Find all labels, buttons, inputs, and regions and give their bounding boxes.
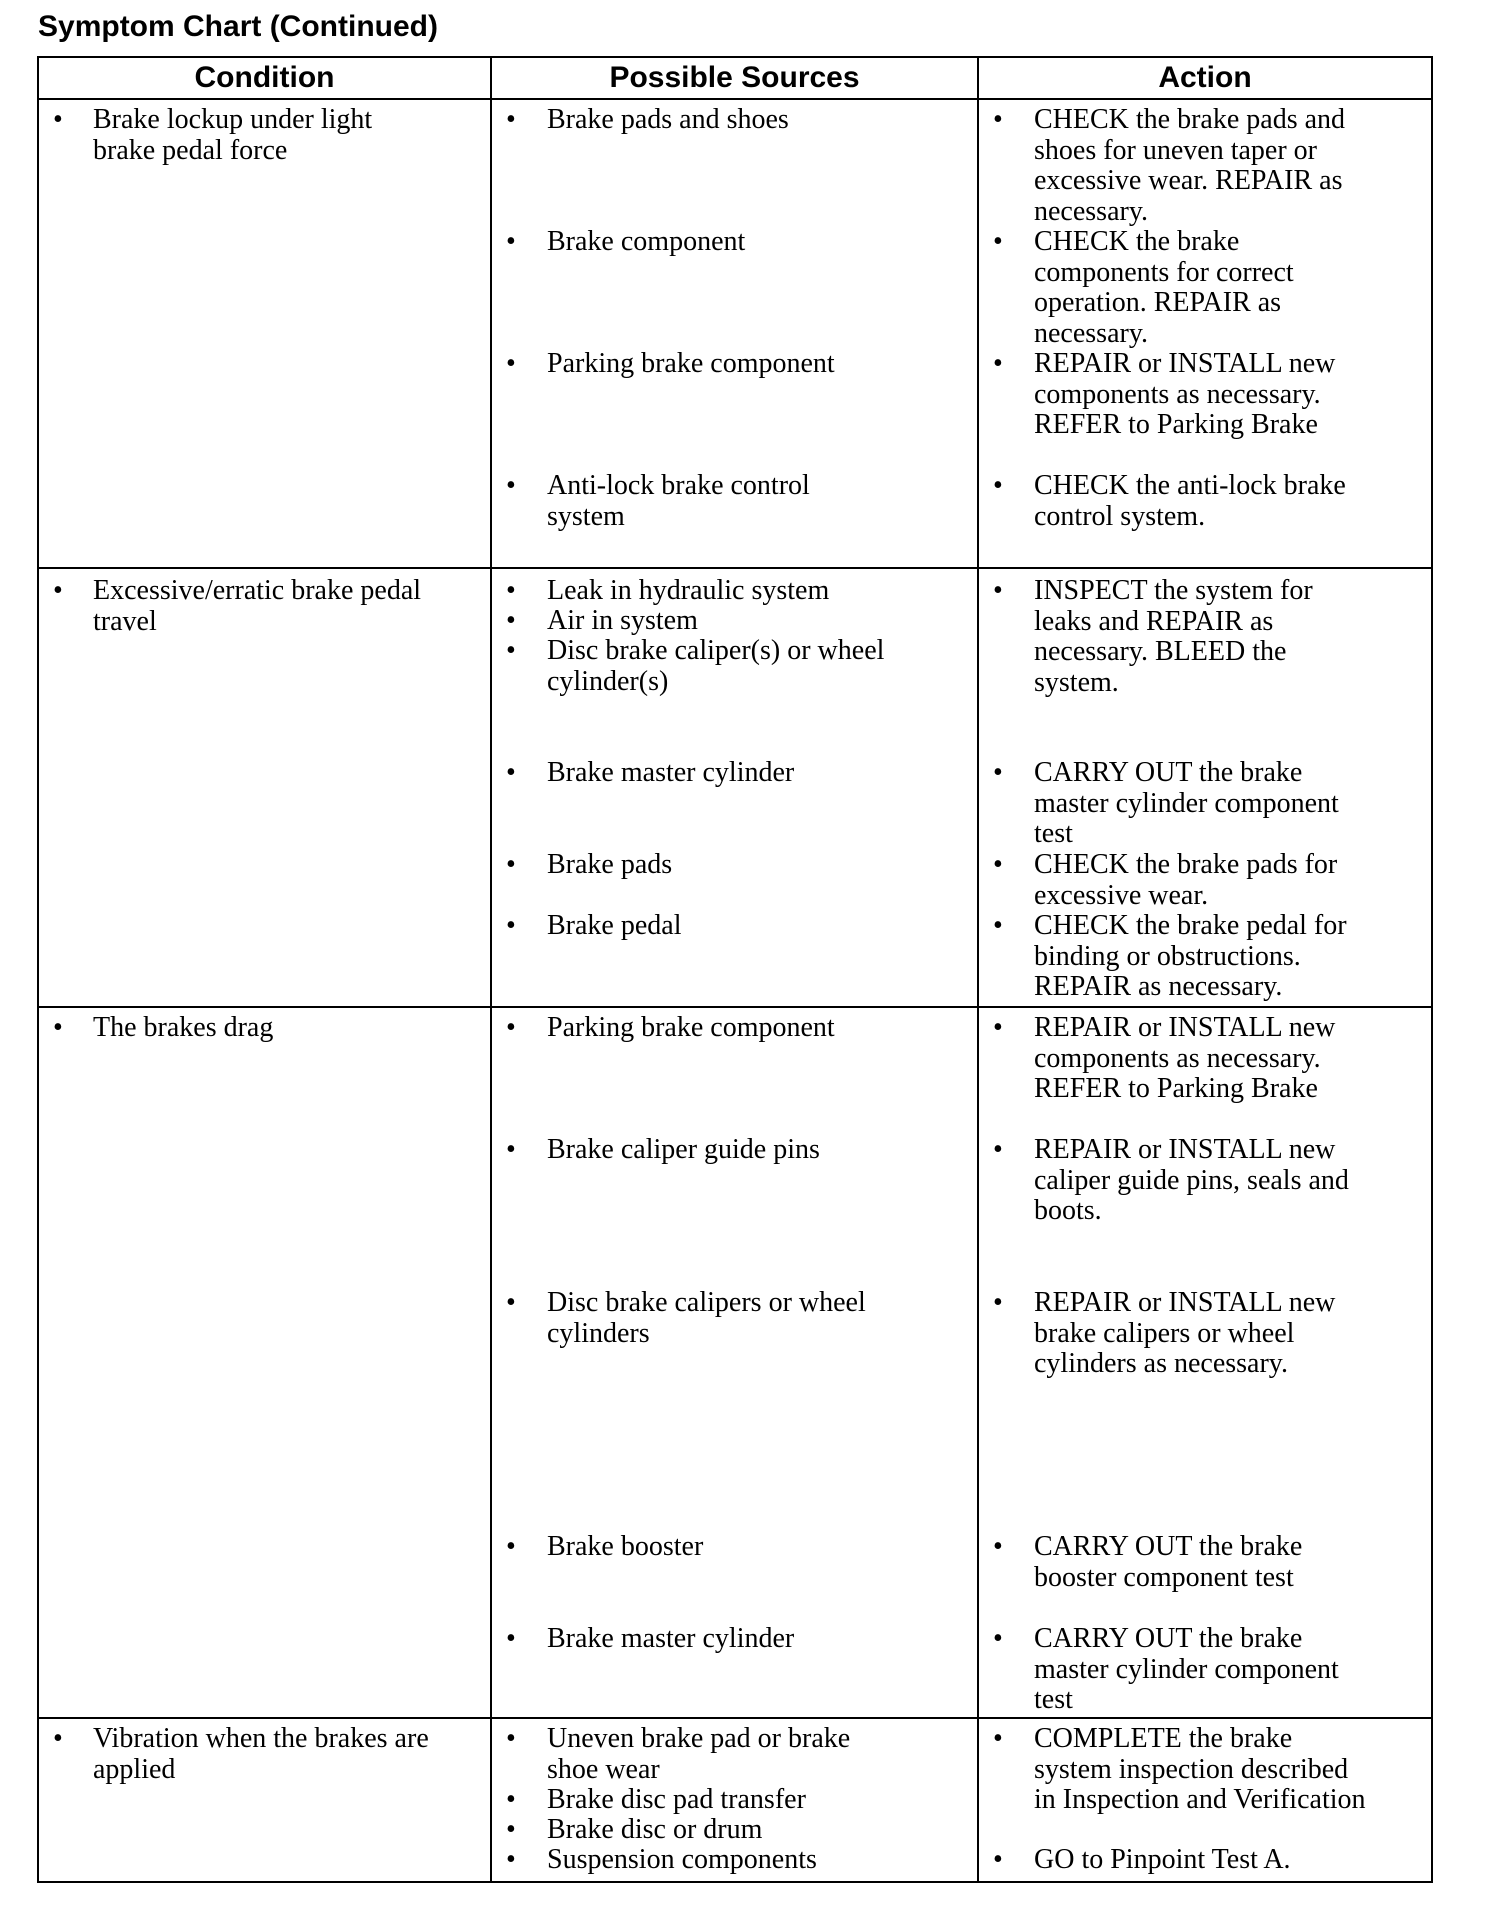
source-item xyxy=(492,606,977,637)
source-text: Brake master cylinder xyxy=(547,1623,795,1654)
action-item xyxy=(979,227,1431,349)
bullet-icon: • xyxy=(506,849,516,880)
bullet-icon: • xyxy=(993,1844,1003,1875)
action-cell xyxy=(978,1718,1432,1882)
action-text: CHECK the brake pedal for binding or obstructions. REPAIR as necessary. xyxy=(1034,910,1347,1002)
bullet-icon: • xyxy=(506,348,516,379)
action-text: COMPLETE the brake system inspection described in Inspection and Verification xyxy=(1034,1723,1366,1815)
bullet-icon: • xyxy=(53,1723,63,1754)
source-item xyxy=(492,227,977,258)
bullet-icon: • xyxy=(993,1723,1003,1754)
action-item xyxy=(979,1532,1431,1593)
bullet-icon: • xyxy=(506,1287,516,1318)
action-item xyxy=(979,1724,1431,1816)
source-item xyxy=(492,1013,977,1044)
source-text: Brake disc or drum xyxy=(547,1814,763,1845)
sources-cell xyxy=(491,568,978,1007)
source-text: Air in system xyxy=(547,605,698,636)
bullet-icon: • xyxy=(993,1287,1003,1318)
bullet-icon: • xyxy=(506,1623,516,1654)
source-text: Parking brake component xyxy=(547,1012,835,1043)
action-item xyxy=(979,1013,1431,1105)
source-item xyxy=(492,850,977,881)
condition-cell xyxy=(38,1007,491,1718)
source-text: Brake booster xyxy=(547,1531,704,1562)
condition-text: Excessive/erratic brake pedal travel xyxy=(93,575,422,637)
action-item xyxy=(979,471,1431,532)
action-text: CARRY OUT the brake master cylinder component test xyxy=(1034,757,1339,849)
bullet-icon: • xyxy=(506,1784,516,1815)
action-text: CHECK the brake pads and shoes for uneven taper or excessive wear. REPAIR as necessary. xyxy=(1034,104,1346,227)
header-possible-sources: Possible Sources xyxy=(491,57,978,99)
condition-cell xyxy=(38,1718,491,1882)
action-item xyxy=(979,1288,1431,1380)
source-item xyxy=(492,1724,977,1785)
action-item xyxy=(979,911,1431,1003)
bullet-icon: • xyxy=(993,104,1003,135)
bullet-icon: • xyxy=(993,1012,1003,1043)
bullet-icon: • xyxy=(53,104,63,135)
action-text: REPAIR or INSTALL new components as necessary. REFER to Parking Brake xyxy=(1034,348,1336,440)
bullet-icon: • xyxy=(53,575,63,606)
bullet-icon: • xyxy=(506,605,516,636)
bullet-icon: • xyxy=(993,575,1003,606)
condition-text: The brakes drag xyxy=(93,1012,274,1043)
source-item xyxy=(492,911,977,942)
table-row xyxy=(38,568,1432,1007)
condition-item xyxy=(39,576,490,637)
condition-text: Vibration when the brakes are applied xyxy=(93,1723,429,1785)
source-text: Uneven brake pad or brake shoe wear xyxy=(547,1723,851,1785)
action-text: GO to Pinpoint Test A. xyxy=(1034,1844,1291,1875)
header-condition: Condition xyxy=(38,57,491,99)
source-text: Disc brake caliper(s) or wheel cylinder(s) xyxy=(547,635,885,697)
bullet-icon: • xyxy=(506,470,516,501)
action-cell xyxy=(978,1007,1432,1718)
source-text: Brake master cylinder xyxy=(547,757,795,788)
bullet-icon: • xyxy=(993,1623,1003,1654)
source-item xyxy=(492,1845,977,1876)
action-cell xyxy=(978,568,1432,1007)
action-text: CHECK the brake pads for excessive wear. xyxy=(1034,849,1338,911)
table-row xyxy=(38,1718,1432,1882)
source-item xyxy=(492,636,977,697)
bullet-icon: • xyxy=(993,470,1003,501)
bullet-icon: • xyxy=(993,226,1003,257)
bullet-icon: • xyxy=(993,849,1003,880)
action-item xyxy=(979,1135,1431,1227)
bullet-icon: • xyxy=(506,1723,516,1754)
source-text: Brake component xyxy=(547,226,746,257)
source-text: Disc brake calipers or wheel cylinders xyxy=(547,1287,866,1349)
source-item xyxy=(492,1532,977,1563)
bullet-icon: • xyxy=(506,910,516,941)
action-item xyxy=(979,576,1431,698)
source-item xyxy=(492,1624,977,1655)
sources-cell xyxy=(491,1718,978,1882)
source-item xyxy=(492,1815,977,1846)
action-text: REPAIR or INSTALL new components as necessary. REFER to Parking Brake xyxy=(1034,1012,1336,1104)
bullet-icon: • xyxy=(506,635,516,666)
condition-item xyxy=(39,1724,490,1785)
source-item xyxy=(492,349,977,380)
action-item xyxy=(979,349,1431,441)
bullet-icon: • xyxy=(53,1012,63,1043)
action-item xyxy=(979,105,1431,227)
source-text: Brake pads xyxy=(547,849,673,880)
source-text: Brake pedal xyxy=(547,910,682,941)
action-text: CARRY OUT the brake booster component test xyxy=(1034,1531,1303,1593)
source-item xyxy=(492,105,977,136)
source-item xyxy=(492,1135,977,1166)
action-item xyxy=(979,758,1431,850)
action-item xyxy=(979,1624,1431,1716)
symptom-chart-table xyxy=(37,56,1433,1883)
bullet-icon: • xyxy=(506,1531,516,1562)
condition-item xyxy=(39,105,490,166)
bullet-icon: • xyxy=(506,226,516,257)
action-text: REPAIR or INSTALL new caliper guide pins, seals and boots. xyxy=(1034,1134,1349,1226)
source-text: Anti-lock brake control system xyxy=(547,470,810,532)
source-text: Brake disc pad transfer xyxy=(547,1784,806,1815)
source-text: Suspension components xyxy=(547,1844,817,1875)
bullet-icon: • xyxy=(506,1814,516,1845)
bullet-icon: • xyxy=(506,1844,516,1875)
source-item xyxy=(492,1785,977,1816)
source-item xyxy=(492,1288,977,1349)
action-text: CHECK the anti-lock brake control system. xyxy=(1034,470,1346,532)
bullet-icon: • xyxy=(993,1531,1003,1562)
action-cell xyxy=(978,99,1432,568)
bullet-icon: • xyxy=(993,1134,1003,1165)
page-title: Symptom Chart (Continued) xyxy=(38,10,438,43)
sources-cell xyxy=(491,1007,978,1718)
bullet-icon: • xyxy=(506,104,516,135)
table-row xyxy=(38,1007,1432,1718)
action-text: CARRY OUT the brake master cylinder component test xyxy=(1034,1623,1339,1715)
bullet-icon: • xyxy=(506,1134,516,1165)
source-text: Leak in hydraulic system xyxy=(547,575,830,606)
source-item xyxy=(492,471,977,532)
source-item xyxy=(492,758,977,789)
condition-item xyxy=(39,1013,490,1044)
sources-cell xyxy=(491,99,978,568)
bullet-icon: • xyxy=(506,757,516,788)
bullet-icon: • xyxy=(993,757,1003,788)
header-action: Action xyxy=(978,57,1432,99)
source-text: Brake pads and shoes xyxy=(547,104,789,135)
table-header-row xyxy=(38,57,1432,99)
condition-text: Brake lockup under light brake pedal force xyxy=(93,104,373,166)
action-text: INSPECT the system for leaks and REPAIR as necessary. BLEED the system. xyxy=(1034,575,1313,698)
bullet-icon: • xyxy=(993,910,1003,941)
source-text: Parking brake component xyxy=(547,348,835,379)
source-item xyxy=(492,576,977,607)
table-row xyxy=(38,99,1432,568)
condition-cell xyxy=(38,99,491,568)
source-text: Brake caliper guide pins xyxy=(547,1134,820,1165)
condition-cell xyxy=(38,568,491,1007)
bullet-icon: • xyxy=(506,1012,516,1043)
action-item xyxy=(979,850,1431,911)
bullet-icon: • xyxy=(506,575,516,606)
action-text: REPAIR or INSTALL new brake calipers or wheel cylinders as necessary. xyxy=(1034,1287,1336,1379)
bullet-icon: • xyxy=(993,348,1003,379)
action-item xyxy=(979,1845,1431,1876)
action-text: CHECK the brake components for correct operation. REPAIR as necessary. xyxy=(1034,226,1294,349)
